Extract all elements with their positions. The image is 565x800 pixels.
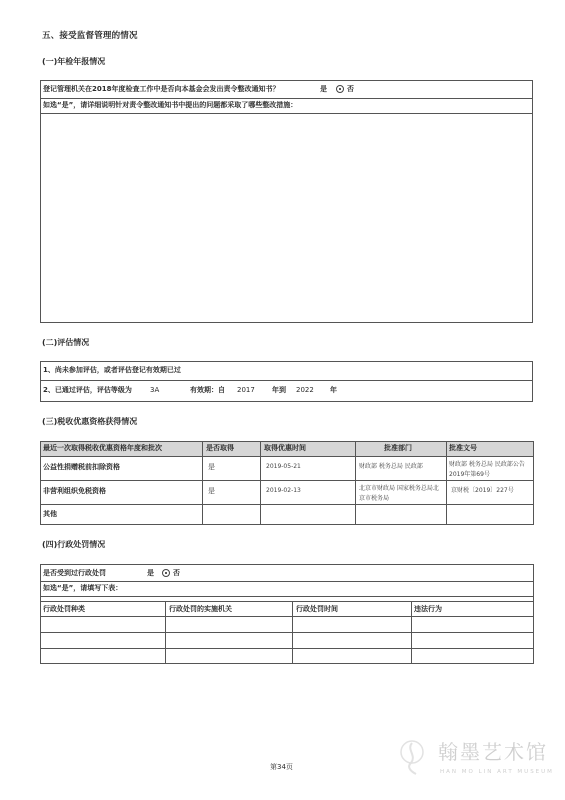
evaluation-row2-label: 2、已通过评估，评估等级为 (43, 386, 132, 394)
tax-col-doc: 批准文号 (449, 444, 477, 452)
evaluation-valid-label: 有效期：自 (190, 386, 225, 394)
penalty-col-agency: 行政处罚的实施机关 (169, 605, 232, 613)
tax-row2-obtained: 是 (208, 487, 215, 495)
penalty-no-label: 否 (173, 569, 180, 577)
evaluation-heading: (二)评估情况 (42, 338, 90, 347)
annual-detail-prompt: 如选“是”，请详细说明针对责令整改通知书中提出的问题都采取了哪些整改措施： (43, 101, 298, 109)
annual-question: 登记管理机关在2018年度检查工作中是否向本基金会发出责令整改通知书？ (43, 85, 280, 93)
tax-col-name: 最近一次取得税收优惠资格年度和批次 (43, 444, 162, 452)
tax-row1-dept: 财政部 税务总局 民政部 (359, 463, 423, 470)
penalty-question: 是否受到过行政处罚 (43, 569, 106, 577)
tax-row1-doc: 财政部 税务总局 民政部公告2019年第69号 (449, 461, 525, 478)
tax-row1-obtained: 是 (208, 463, 215, 471)
tax-heading: (三)税收优惠资格获得情况 (42, 417, 138, 426)
penalty-no-radio[interactable] (162, 569, 170, 577)
tax-col-obtained: 是否取得 (206, 444, 234, 452)
annual-no-radio[interactable] (336, 85, 344, 93)
evaluation-year-suffix: 年 (330, 386, 337, 394)
penalty-fill-prompt: 如选“是”，请填写下表： (43, 584, 123, 592)
watermark-logo-icon (398, 738, 426, 776)
tax-row2-dept: 北京市财政局 国家税务总局北京市税务局 (359, 485, 439, 502)
tax-row2-name: 非营利组织免税资格 (43, 487, 106, 495)
evaluation-year-from: 2017 (237, 386, 255, 394)
evaluation-grade: 3A (150, 386, 160, 394)
tax-row2-date: 2019-02-13 (266, 487, 301, 494)
annual-detail-area[interactable] (41, 114, 532, 322)
section-title: 五、接受监督管理的情况 (42, 31, 138, 41)
tax-col-dept: 批准部门 (384, 444, 412, 452)
tax-row1-name: 公益性捐赠税前扣除资格 (43, 463, 120, 471)
tax-row1-date: 2019-05-21 (266, 463, 301, 470)
penalty-col-violation: 违法行为 (414, 605, 442, 613)
tax-row2-doc: 京财税〔2019〕227号 (451, 487, 514, 494)
penalty-yes-label: 是 (147, 569, 154, 577)
evaluation-row1: 1、尚未参加评估，或者评估登记有效期已过 (43, 366, 181, 374)
watermark-cn: 翰墨艺术馆 (438, 740, 548, 764)
annual-heading: (一)年检年报情况 (42, 57, 106, 66)
annual-yes-label: 是 (320, 85, 327, 93)
penalty-col-type: 行政处罚种类 (43, 605, 85, 613)
evaluation-year-to-label: 年到 (272, 386, 286, 394)
tax-row3-name: 其他 (43, 510, 57, 518)
evaluation-year-to: 2022 (296, 386, 314, 394)
annual-no-label: 否 (347, 85, 354, 93)
watermark-en: HAN MO LIN ART MUSEUM (440, 769, 554, 775)
penalty-heading: (四)行政处罚情况 (42, 540, 106, 549)
tax-col-date: 取得优惠时间 (264, 444, 306, 452)
penalty-col-time: 行政处罚时间 (296, 605, 338, 613)
page-number: 第34页 (270, 763, 293, 771)
